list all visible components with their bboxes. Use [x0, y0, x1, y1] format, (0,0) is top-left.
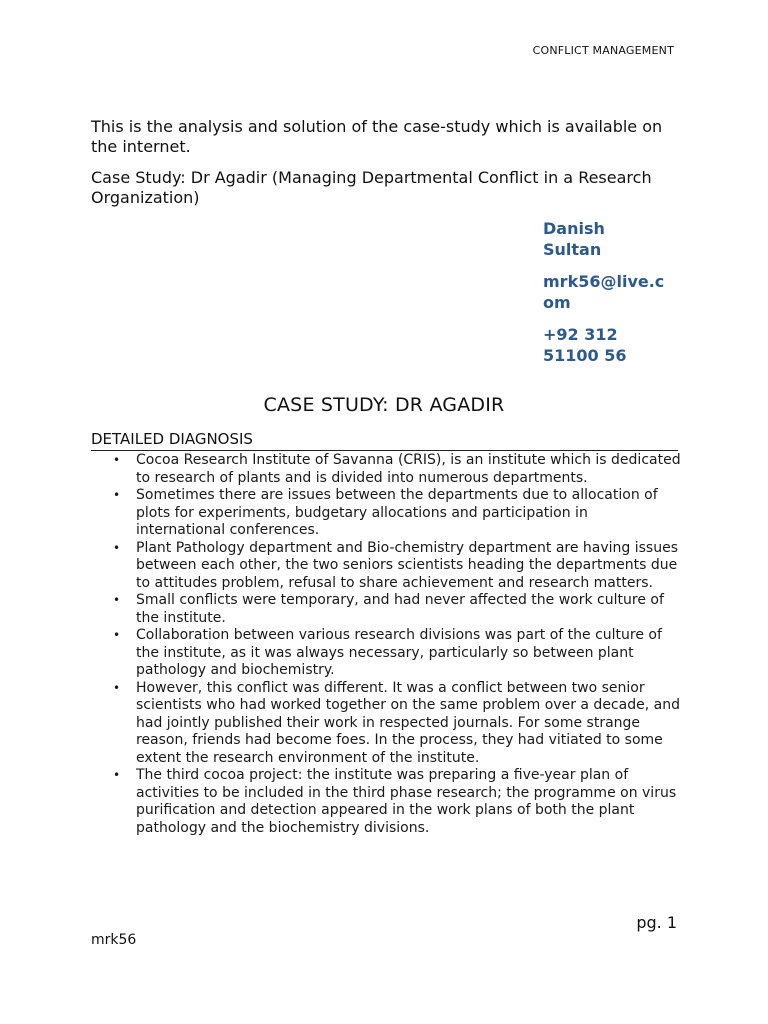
- running-header: CONFLICT MANAGEMENT: [532, 44, 674, 57]
- bullet-icon: •: [113, 488, 121, 502]
- list-item-text: Small conflicts were temporary, and had never affected the work culture of the institute.: [136, 592, 664, 626]
- list-item-text: The third cocoa project: the institute was preparing a five-year plan of activities to be included in the third phase research; the programme on virus purification and detection appeared in the work plans of both the plant pathology and the biochemistry divisions.: [136, 767, 677, 836]
- author-name-line1: Danish: [543, 219, 605, 238]
- bullet-icon: •: [113, 768, 121, 782]
- page-number: pg. 1: [636, 913, 677, 932]
- bullet-icon: •: [113, 628, 121, 642]
- list-item: [91, 627, 681, 680]
- intro-paragraph: This is the analysis and solution of the case-study which is available on the internet.: [91, 117, 663, 156]
- bullet-icon: •: [113, 453, 121, 467]
- bullet-icon: •: [113, 680, 121, 695]
- author-email-line2: om: [543, 293, 571, 312]
- list-item: [91, 452, 681, 487]
- list-item: [91, 487, 681, 540]
- list-item-text: Plant Pathology department and Bio-chemistry department are having issues between each other, the two seniors scientists heading the departments due to attitudes problem, refusal to share achievement and research matters.: [136, 539, 679, 591]
- author-block: [543, 218, 683, 377]
- list-item-text: However, this conflict was different. It was a conflict between two senior scientists who had worked together on the same problem over a decade, and had jointly published their work in respected journals. For some strange reason, friends had become foes. In the process, they had vitiated to some extent the research environment of the institute.: [136, 679, 680, 766]
- diagnosis-list: [91, 452, 681, 837]
- list-item-text: Collaboration between various research divisions was part of the culture of the institute, as it was always necessary, particularly so between plant pathology and biochemistry.: [136, 627, 662, 678]
- bullet-icon: •: [113, 540, 121, 555]
- main-heading: CASE STUDY: DR AGADIR: [263, 394, 505, 416]
- list-item-text: Cocoa Research Institute of Savanna (CRIS), is an institute which is dedicated to research of plants and is divided into numerous departments.: [136, 452, 681, 486]
- author-phone-line1: +92 312: [543, 325, 618, 344]
- author-phone: [543, 324, 683, 366]
- bullet-icon: •: [113, 593, 121, 607]
- author-email: [543, 271, 683, 313]
- section-heading: DETAILED DIAGNOSIS: [91, 430, 678, 451]
- list-item: [91, 680, 681, 768]
- list-item-text: Sometimes there are issues between the departments due to allocation of plots for experiments, budgetary allocations and participation in international conferences.: [136, 487, 658, 538]
- list-item: [91, 540, 681, 593]
- author-phone-line2: 51100 56: [543, 346, 627, 365]
- case-study-title: Case Study: Dr Agadir (Managing Departmental Conflict in a Research Organization): [91, 168, 652, 207]
- footer-author-id: mrk56: [91, 932, 137, 948]
- author-name: [543, 218, 683, 260]
- list-item: [91, 767, 681, 837]
- author-name-line2: Sultan: [543, 240, 602, 259]
- author-email-line1: mrk56@live.c: [543, 272, 665, 291]
- list-item: [91, 592, 681, 627]
